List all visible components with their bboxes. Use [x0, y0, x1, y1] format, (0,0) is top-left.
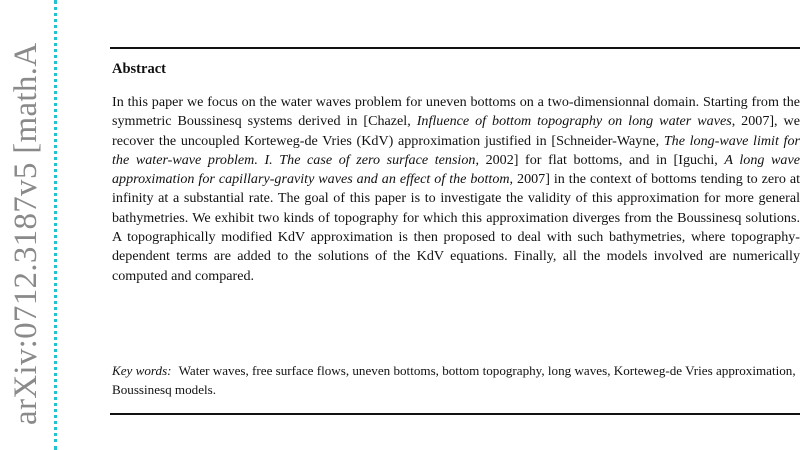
margin-dotted-line: [54, 0, 57, 450]
citation-title-chazel: Influence of bottom topography on long water waves: [416, 113, 732, 130]
citation-title-iguchi: A long wave approximation for capillary-gravity waves and an effect of the bottom: [112, 151, 800, 188]
abstract-heading: Abstract: [112, 61, 166, 77]
arxiv-side-stamp: [0, 0, 46, 430]
arxiv-identifier: arXiv:0712.3187v5 [math.A: [8, 42, 44, 425]
keywords-text: Water waves, free surface flows, uneven bottoms, bottom topography, long waves, Korteweg-de Vries approximation, Boussinesq models.: [112, 363, 796, 397]
top-rule: [110, 47, 800, 49]
abstract-text-4: , 2007] in the context of bottoms tending to zero at infinity at a substantial rate. The goal of this paper is to investigate the validity of this approximation for more general bathymetries. We exhibit two kinds of topography for which this approximation diverges from the Boussinesq solutions. A topographically modified KdV approximation is then proposed to deal with such bathymetries, where topography-dependent terms are added to the solutions of the KdV equations. Finally, all the models involved are numerically computed and compared.: [112, 171, 800, 284]
abstract-text-3: , 2002] for flat bottoms, and in [Iguchi,: [475, 151, 725, 168]
abstract-text-2: , 2007], we recover the uncoupled Korteweg-de Vries (KdV) approximation justified in [Schneider-Wayne,: [112, 113, 800, 149]
keywords-block: [112, 362, 800, 399]
citation-title-schneider-wayne: The long-wave limit for the water-wave problem. I. The case of zero surface tension: [112, 132, 800, 168]
keywords-label: Key words:: [112, 363, 172, 378]
abstract-body: [112, 93, 800, 286]
abstract-text-1: In this paper we focus on the water waves problem for uneven bottoms on a two-dimensionnal domain. Starting from the symmetric Boussinesq systems derived in [Chazel,: [112, 94, 800, 130]
bottom-rule: [110, 413, 800, 415]
